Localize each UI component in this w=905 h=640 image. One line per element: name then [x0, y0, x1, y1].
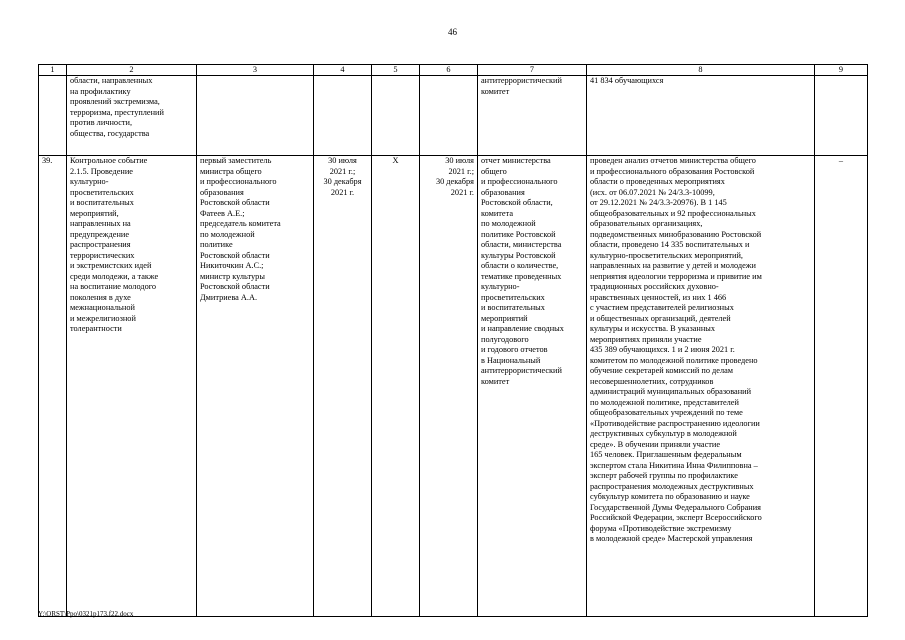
responsible-cell: первый заместитель министра общего и профессионального образования Ростовской области Фатеев А.Е.; председатель комитета по молодежной политике Ростовской области Никиточкин А.С.; министр культуры Ростовской области Дмитриева А.А.	[197, 156, 314, 617]
column-number: 7	[478, 65, 587, 76]
report-table	[38, 64, 868, 617]
column-number: 4	[314, 65, 372, 76]
actual-date-cell	[420, 76, 478, 156]
column-number-row	[39, 65, 868, 76]
event-cell: Контрольное событие 2.1.5. Проведение культурно- просветительских и воспитательных мероприятий, направленных на предупреждение распространения террористических и экстремистских идей среди молодежи, а также на воспитание молодого поколения в духе межнациональной и межрелигиозной толерантности	[67, 156, 197, 617]
page-number: 46	[448, 27, 457, 37]
mark-cell: Х	[372, 156, 420, 617]
event-cell: области, направленных на профилактику проявлений экстремизма, терроризма, преступлений против личности, общества, государства	[67, 76, 197, 156]
result-cell: проведен анализ отчетов министерства общего и профессионального образования Ростовской области о проведенных мероприятиях (исх. от 06.07.2021 № 24/3.3-10099, от 29.12.2021 № 24/3.3-20976). В 1 145 общеобразовательных и 92 профессиональных образовательных организациях, подведомственных минобразованию Ростовской области, проведено 14 335 воспитательных и культурно-просветительских мероприятий, направленных на развитие у детей и молодежи неприятия идеологии терроризма и привитие им традиционных российских духовно- нравственных ценностей, из них 1 466 с участием представителей религиозных и общественных организаций, деятелей культуры и искусства. В указанных мероприятиях приняли участие 435 389 обучающихся. 1 и 2 июня 2021 г. комитетом по молодежной политике проведено обучение секретарей комиссий по делам несовершеннолетних, сотрудников администраций муниципальных образований по молодежной политике, представителей общеобразовательных учреждений по теме «Противодействие распространению идеологии деструктивных субкультур в молодежной среде». В обучении приняли участие 165 человек. Приглашенным федеральным экспертом стала Никитина Инна Филипповна – эксперт рабочей группы по профилактике распространения молодежных деструктивных субкультур комитета по образованию и науке Государственной Думы Федерального Собрания Российской Федерации, эксперт Всероссийского форума «Противодействие экстремизму в молодежной среде» Мастерской управления	[587, 156, 815, 617]
result-cell: 41 834 обучающихся	[587, 76, 815, 156]
planned-date-cell	[314, 76, 372, 156]
note-cell	[815, 76, 868, 156]
table-row-continued	[39, 76, 868, 156]
row-number-cell: 39.	[39, 156, 67, 617]
row-number-cell	[39, 76, 67, 156]
column-number: 9	[815, 65, 868, 76]
planned-date-cell: 30 июля 2021 г.; 30 декабря 2021 г.	[314, 156, 372, 617]
document-cell: отчет министерства общего и профессионального образования Ростовской области, комитета по молодежной политике Ростовской области, министерства культуры Ростовской области о количестве, тематике проведенных культурно- просветительских и воспитательных мероприятий и направление сводных полугодового и годового отчетов в Национальный антитеррористический комитет	[478, 156, 587, 617]
footer-file-path: Y:\ORST\Ppo\0321p173.f22.docx	[38, 610, 134, 618]
actual-date-cell: 30 июля 2021 г.; 30 декабря 2021 г.	[420, 156, 478, 617]
table-row-39	[39, 156, 868, 617]
column-number: 3	[197, 65, 314, 76]
column-number: 1	[39, 65, 67, 76]
document-cell: антитеррористический комитет	[478, 76, 587, 156]
note-cell: –	[815, 156, 868, 617]
column-number: 6	[420, 65, 478, 76]
responsible-cell	[197, 76, 314, 156]
column-number: 8	[587, 65, 815, 76]
column-number: 2	[67, 65, 197, 76]
mark-cell	[372, 76, 420, 156]
column-number: 5	[372, 65, 420, 76]
